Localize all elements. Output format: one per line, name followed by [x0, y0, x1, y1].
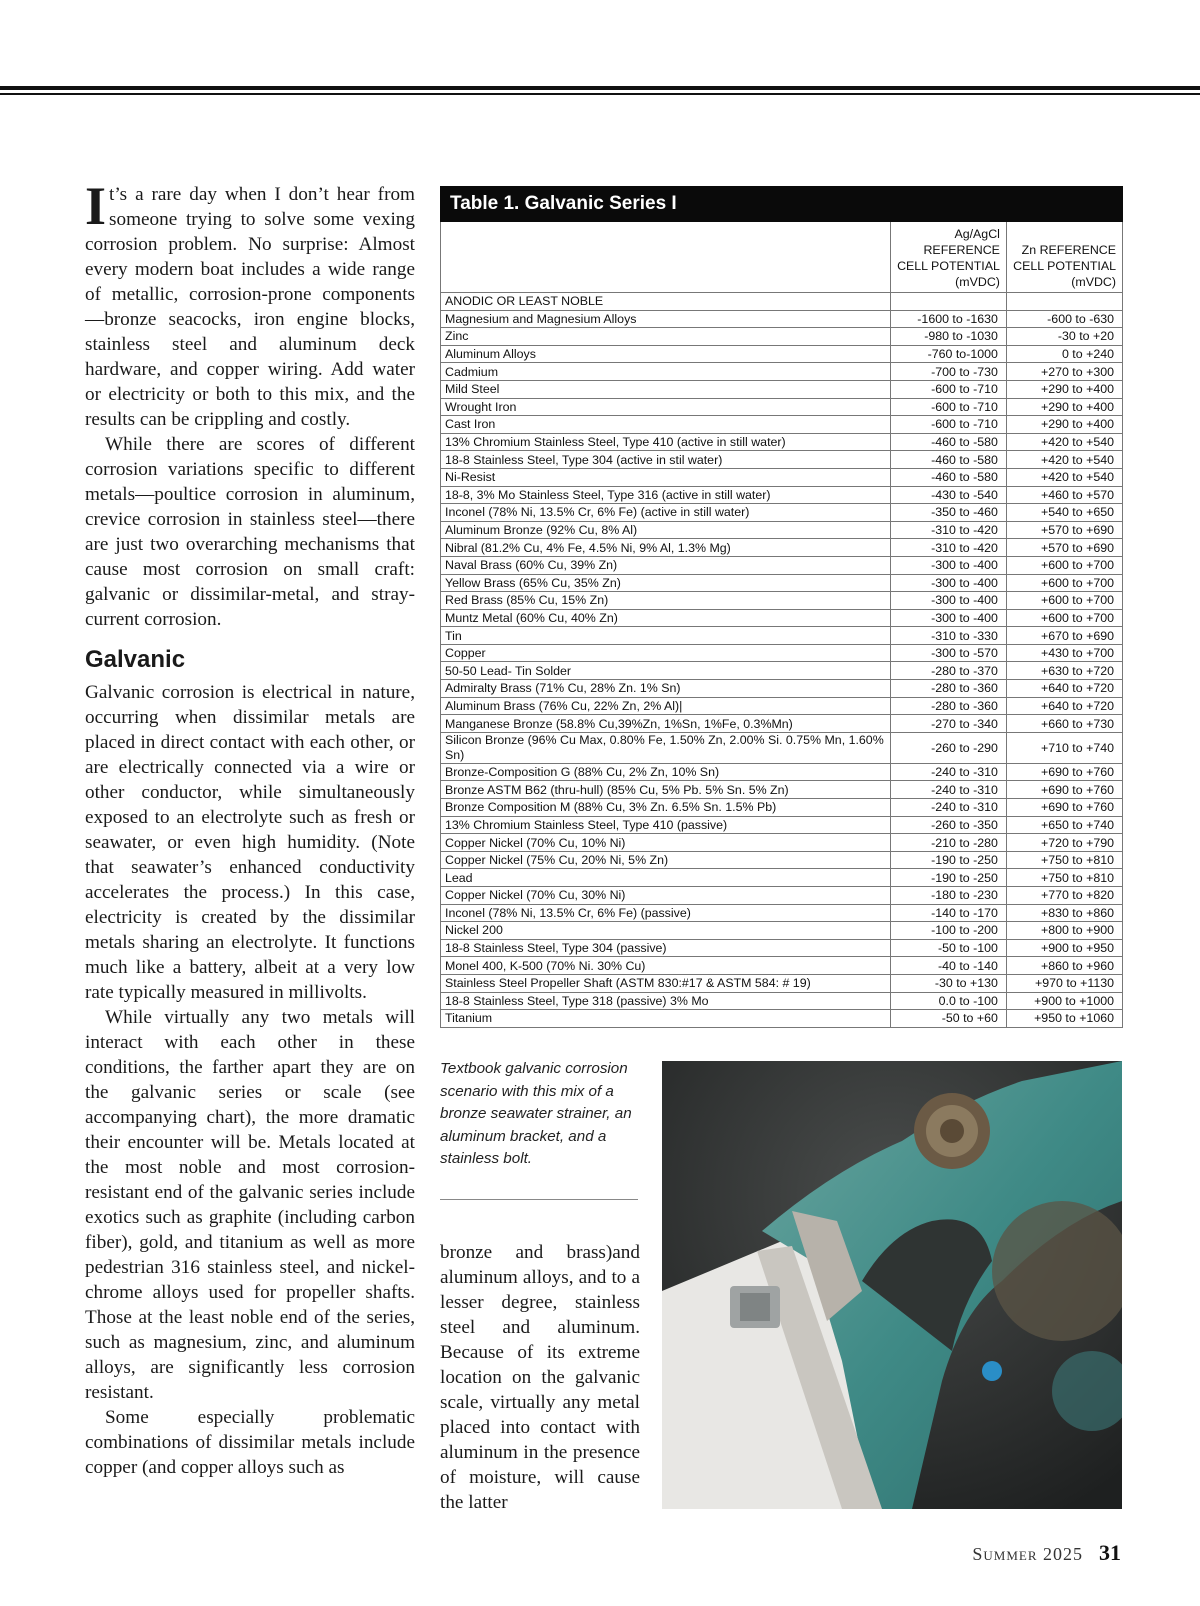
- metal-name: Silicon Bronze (96% Cu Max, 0.80% Fe, 1.50% Zn, 2.00% Si. 0.75% Mn, 1.60% Sn): [441, 732, 891, 763]
- agagcl-value: -50 to -100: [890, 939, 1006, 957]
- paragraph-4: While virtually any two metals will interact with each other in these conditions, the farther apart they are on the galvanic series or scale (see accompanying chart), the more dramatic their encounter will be. Metals located at the most noble and most corrosion-resistant end of the galvanic series include exotics such as graphite (including carbon fiber), gold, and titanium as well as more pedestrian 316 stainless steel, and nickel-chrome alloys used for propeller shafts. Those at the least noble end of the series, such as magnesium, zinc, and aluminum alloys, are significantly less corrosion resistant.: [85, 1007, 415, 1403]
- table-row: [441, 763, 1123, 781]
- metal-name: 18-8 Stainless Steel, Type 304 (passive): [441, 939, 891, 957]
- agagcl-value: -180 to -230: [890, 887, 1006, 905]
- metal-name: Aluminum Brass (76% Cu, 22% Zn, 2% Al)|: [441, 697, 891, 715]
- metal-name: 18-8 Stainless Steel, Type 318 (passive) 3% Mo: [441, 992, 891, 1010]
- zn-value: +830 to +860: [1006, 904, 1122, 922]
- zn-value: +660 to +730: [1006, 715, 1122, 733]
- metal-name: 13% Chromium Stainless Steel, Type 410 (active in still water): [441, 433, 891, 451]
- agagcl-value: -980 to -1030: [890, 328, 1006, 346]
- agagcl-value: -300 to -570: [890, 644, 1006, 662]
- table-row: [441, 504, 1123, 522]
- agagcl-value: -50 to +60: [890, 1010, 1006, 1028]
- paragraph-6: bronze and brass)and aluminum alloys, and to a lesser degree, stainless steel and aluminum. Because of its extreme location on the galvanic scale, virtually any metal placed into contact with aluminum in the presence of moisture, will cause the latter: [440, 1242, 640, 1513]
- agagcl-value: -140 to -170: [890, 904, 1006, 922]
- agagcl-value: -460 to -580: [890, 433, 1006, 451]
- agagcl-value: -260 to -290: [890, 732, 1006, 763]
- zn-value: +290 to +400: [1006, 380, 1122, 398]
- table-row: [441, 834, 1123, 852]
- metal-name: Muntz Metal (60% Cu, 40% Zn): [441, 609, 891, 627]
- agagcl-value: -350 to -460: [890, 504, 1006, 522]
- agagcl-value: -280 to -360: [890, 680, 1006, 698]
- zn-value: +640 to +720: [1006, 680, 1122, 698]
- intro-text: t’s a rare day when I don’t hear from someone trying to solve some vexing corrosion problem. No surprise: Almost every modern boat includes a wide range of metallic, corrosion-prone components—bronze seacocks, iron engine blocks, stainless steel and aluminum deck hardware, and copper wiring. Add water or electricity or both to this mix, and the results can be crippling and costly.: [85, 184, 415, 430]
- agagcl-value: -240 to -310: [890, 799, 1006, 817]
- agagcl-value: -190 to -250: [890, 869, 1006, 887]
- agagcl-value: -190 to -250: [890, 851, 1006, 869]
- metal-name: Admiralty Brass (71% Cu, 28% Zn. 1% Sn): [441, 680, 891, 698]
- agagcl-value: -460 to -580: [890, 468, 1006, 486]
- metal-name: Inconel (78% Ni, 13.5% Cr, 6% Fe) (passive): [441, 904, 891, 922]
- zn-value: +540 to +650: [1006, 504, 1122, 522]
- table-row: [441, 627, 1123, 645]
- metal-name: Cast Iron: [441, 416, 891, 434]
- zn-value: +600 to +700: [1006, 592, 1122, 610]
- agagcl-value: -280 to -360: [890, 697, 1006, 715]
- zn-value: +650 to +740: [1006, 816, 1122, 834]
- header-zn: Zn REFERENCE CELL POTENTIAL (mVDC): [1006, 222, 1122, 293]
- agagcl-value: -1600 to -1630: [890, 310, 1006, 328]
- corrosion-photo-image: [662, 1061, 1122, 1509]
- agagcl-value: -260 to -350: [890, 816, 1006, 834]
- zn-value: +750 to +810: [1006, 869, 1122, 887]
- table-row: [441, 451, 1123, 469]
- agagcl-value: -310 to -420: [890, 521, 1006, 539]
- section-heading: Galvanic: [85, 646, 186, 673]
- corrosion-photo: [662, 1061, 1122, 1509]
- metal-name: 18-8 Stainless Steel, Type 304 (active in stil water): [441, 451, 891, 469]
- agagcl-value: -310 to -330: [890, 627, 1006, 645]
- table-row: [441, 904, 1123, 922]
- paragraph-3: Galvanic corrosion is electrical in nature, occurring when dissimilar metals are placed in direct contact with each other, or are electrically connected via a wire or other conductor, while simultaneously exposed to an electrolyte such as fresh or seawater, or even high humidity. (Note that seawater’s enhanced conductivity accelerates the process.) In this case, electricity is created by the dissimilar metals sharing an electrolyte. It functions much like a battery, albeit at a very low rate typically measured in millivolts.: [85, 682, 415, 1003]
- zn-value: +800 to +900: [1006, 922, 1122, 940]
- zn-value: +420 to +540: [1006, 468, 1122, 486]
- table-row: [441, 574, 1123, 592]
- agagcl-value: -30 to +130: [890, 974, 1006, 992]
- zn-value: +430 to +700: [1006, 644, 1122, 662]
- metal-name: Mild Steel: [441, 380, 891, 398]
- table-row: [441, 328, 1123, 346]
- table-row: [441, 662, 1123, 680]
- photo-caption: Textbook galvanic corrosion scenario with this mix of a bronze seawater strainer, an aluminum bracket, and a stainless bolt.: [440, 1060, 632, 1167]
- metal-name: Inconel (78% Ni, 13.5% Cr, 6% Fe) (active in still water): [441, 504, 891, 522]
- metal-name: Bronze-Composition G (88% Cu, 2% Zn, 10% Sn): [441, 763, 891, 781]
- metal-name: Stainless Steel Propeller Shaft (ASTM 830:#17 & ASTM 584: # 19): [441, 974, 891, 992]
- metal-name: Nickel 200: [441, 922, 891, 940]
- table-row: [441, 869, 1123, 887]
- metal-name: Copper Nickel (70% Cu, 30% Ni): [441, 887, 891, 905]
- agagcl-value: -310 to -420: [890, 539, 1006, 557]
- table-row: [441, 957, 1123, 975]
- table-row: [441, 887, 1123, 905]
- zn-value: +290 to +400: [1006, 416, 1122, 434]
- table-row: [441, 416, 1123, 434]
- zn-value: +600 to +700: [1006, 609, 1122, 627]
- page-footer: [972, 1540, 1121, 1566]
- agagcl-value: -300 to -400: [890, 592, 1006, 610]
- drop-cap: I: [85, 176, 107, 236]
- metal-name: Nibral (81.2% Cu, 4% Fe, 4.5% Ni, 9% Al, 1.3% Mg): [441, 539, 891, 557]
- metal-name: Lead: [441, 869, 891, 887]
- table-row: [441, 697, 1123, 715]
- table-row: [441, 468, 1123, 486]
- zn-value: +420 to +540: [1006, 433, 1122, 451]
- agagcl-value: -280 to -370: [890, 662, 1006, 680]
- section-label: ANODIC OR LEAST NOBLE: [441, 293, 891, 311]
- zn-value: -600 to -630: [1006, 310, 1122, 328]
- zn-value: +720 to +790: [1006, 834, 1122, 852]
- agagcl-value: 0.0 to -100: [890, 992, 1006, 1010]
- metal-name: Zinc: [441, 328, 891, 346]
- metal-name: 13% Chromium Stainless Steel, Type 410 (passive): [441, 816, 891, 834]
- top-rule: [0, 86, 1200, 90]
- zn-value: +600 to +700: [1006, 556, 1122, 574]
- table-row: [441, 644, 1123, 662]
- zn-value: 0 to +240: [1006, 345, 1122, 363]
- metal-name: Aluminum Bronze (92% Cu, 8% Al): [441, 521, 891, 539]
- zn-value: +570 to +690: [1006, 539, 1122, 557]
- metal-name: Bronze Composition M (88% Cu, 3% Zn. 6.5% Sn. 1.5% Pb): [441, 799, 891, 817]
- table-row: [441, 974, 1123, 992]
- paragraph-intro: [85, 176, 415, 432]
- metal-name: Manganese Bronze (58.8% Cu,39%Zn, 1%Sn, 1%Fe, 0.3%Mn): [441, 715, 891, 733]
- table-row: [441, 799, 1123, 817]
- table-row: [441, 486, 1123, 504]
- zn-value: +690 to +760: [1006, 763, 1122, 781]
- table-row: [441, 732, 1123, 763]
- galvanic-series-table: [440, 222, 1123, 1028]
- agagcl-value: -240 to -310: [890, 763, 1006, 781]
- article-column-middle: [440, 1240, 640, 1515]
- metal-name: Aluminum Alloys: [441, 345, 891, 363]
- metal-name: Ni-Resist: [441, 468, 891, 486]
- article-column-left: [85, 176, 415, 1480]
- agagcl-value: -430 to -540: [890, 486, 1006, 504]
- zn-value: +950 to +1060: [1006, 1010, 1122, 1028]
- table-row: [441, 609, 1123, 627]
- zn-value: +860 to +960: [1006, 957, 1122, 975]
- agagcl-value: -270 to -340: [890, 715, 1006, 733]
- agagcl-value: -700 to -730: [890, 363, 1006, 381]
- agagcl-value: -460 to -580: [890, 451, 1006, 469]
- zn-value: +270 to +300: [1006, 363, 1122, 381]
- section-row: [441, 293, 1123, 311]
- zn-value: +690 to +760: [1006, 781, 1122, 799]
- metal-name: Bronze ASTM B62 (thru-hull) (85% Cu, 5% Pb. 5% Sn. 5% Zn): [441, 781, 891, 799]
- table-row: [441, 992, 1123, 1010]
- caption-rule: [440, 1199, 638, 1200]
- table-row: [441, 521, 1123, 539]
- zn-value: +690 to +760: [1006, 799, 1122, 817]
- zn-value: +290 to +400: [1006, 398, 1122, 416]
- table-row: [441, 363, 1123, 381]
- agagcl-value: -300 to -400: [890, 556, 1006, 574]
- zn-value: +630 to +720: [1006, 662, 1122, 680]
- zn-value: +460 to +570: [1006, 486, 1122, 504]
- header-agagcl: Ag/AgCl REFERENCE CELL POTENTIAL (mVDC): [890, 222, 1006, 293]
- table-row: [441, 715, 1123, 733]
- agagcl-value: -40 to -140: [890, 957, 1006, 975]
- metal-name: 50-50 Lead- Tin Solder: [441, 662, 891, 680]
- zn-value: +900 to +950: [1006, 939, 1122, 957]
- table-row: [441, 922, 1123, 940]
- paragraph-2: While there are scores of different corrosion variations specific to different metals—poultice corrosion in aluminum, crevice corrosion in stainless steel—there are just two overarching mechanisms that cause most corrosion on small craft: galvanic or dissimilar-metal, and stray-current corrosion.: [85, 434, 415, 630]
- table-title: Table 1. Galvanic Series I: [440, 186, 1123, 222]
- table-row: [441, 398, 1123, 416]
- table-row: [441, 539, 1123, 557]
- agagcl-value: -300 to -400: [890, 609, 1006, 627]
- zn-value: +670 to +690: [1006, 627, 1122, 645]
- metal-name: Copper: [441, 644, 891, 662]
- zn-value: +770 to +820: [1006, 887, 1122, 905]
- top-rule-thin: [0, 93, 1200, 95]
- metal-name: Red Brass (85% Cu, 15% Zn): [441, 592, 891, 610]
- table-row: [441, 851, 1123, 869]
- zn-value: +970 to +1130: [1006, 974, 1122, 992]
- agagcl-value: -210 to -280: [890, 834, 1006, 852]
- agagcl-value: -240 to -310: [890, 781, 1006, 799]
- agagcl-value: -300 to -400: [890, 574, 1006, 592]
- zn-value: +600 to +700: [1006, 574, 1122, 592]
- agagcl-value: -600 to -710: [890, 380, 1006, 398]
- table-row: [441, 592, 1123, 610]
- zn-value: +570 to +690: [1006, 521, 1122, 539]
- zn-value: -30 to +20: [1006, 328, 1122, 346]
- metal-name: Yellow Brass (65% Cu, 35% Zn): [441, 574, 891, 592]
- metal-name: Cadmium: [441, 363, 891, 381]
- page-number: 31: [1099, 1540, 1121, 1565]
- table-row: [441, 556, 1123, 574]
- agagcl-value: -760 to-1000: [890, 345, 1006, 363]
- metal-name: Naval Brass (60% Cu, 39% Zn): [441, 556, 891, 574]
- table-row: [441, 1010, 1123, 1028]
- table-row: [441, 433, 1123, 451]
- metal-name: Titanium: [441, 1010, 891, 1028]
- metal-name: Wrought Iron: [441, 398, 891, 416]
- table-row: [441, 939, 1123, 957]
- metal-name: Magnesium and Magnesium Alloys: [441, 310, 891, 328]
- agagcl-value: -100 to -200: [890, 922, 1006, 940]
- metal-name: Copper Nickel (70% Cu, 10% Ni): [441, 834, 891, 852]
- table-row: [441, 310, 1123, 328]
- agagcl-value: -600 to -710: [890, 398, 1006, 416]
- zn-value: +420 to +540: [1006, 451, 1122, 469]
- paragraph-5: Some especially problematic combinations of dissimilar metals include copper (and copper alloys such as: [85, 1407, 415, 1478]
- issue-label: Summer 2025: [972, 1544, 1083, 1564]
- table-row: [441, 345, 1123, 363]
- table-row: [441, 380, 1123, 398]
- table-header-row: [441, 222, 1123, 293]
- metal-name: Monel 400, K-500 (70% Ni. 30% Cu): [441, 957, 891, 975]
- zn-value: +710 to +740: [1006, 732, 1122, 763]
- metal-name: Tin: [441, 627, 891, 645]
- agagcl-value: -600 to -710: [890, 416, 1006, 434]
- table-row: [441, 816, 1123, 834]
- galvanic-table: [440, 186, 1123, 1028]
- table-row: [441, 781, 1123, 799]
- metal-name: Copper Nickel (75% Cu, 20% Ni, 5% Zn): [441, 851, 891, 869]
- metal-name: 18-8, 3% Mo Stainless Steel, Type 316 (active in still water): [441, 486, 891, 504]
- zn-value: +750 to +810: [1006, 851, 1122, 869]
- zn-value: +900 to +1000: [1006, 992, 1122, 1010]
- header-blank: [441, 222, 891, 293]
- zn-value: +640 to +720: [1006, 697, 1122, 715]
- table-row: [441, 680, 1123, 698]
